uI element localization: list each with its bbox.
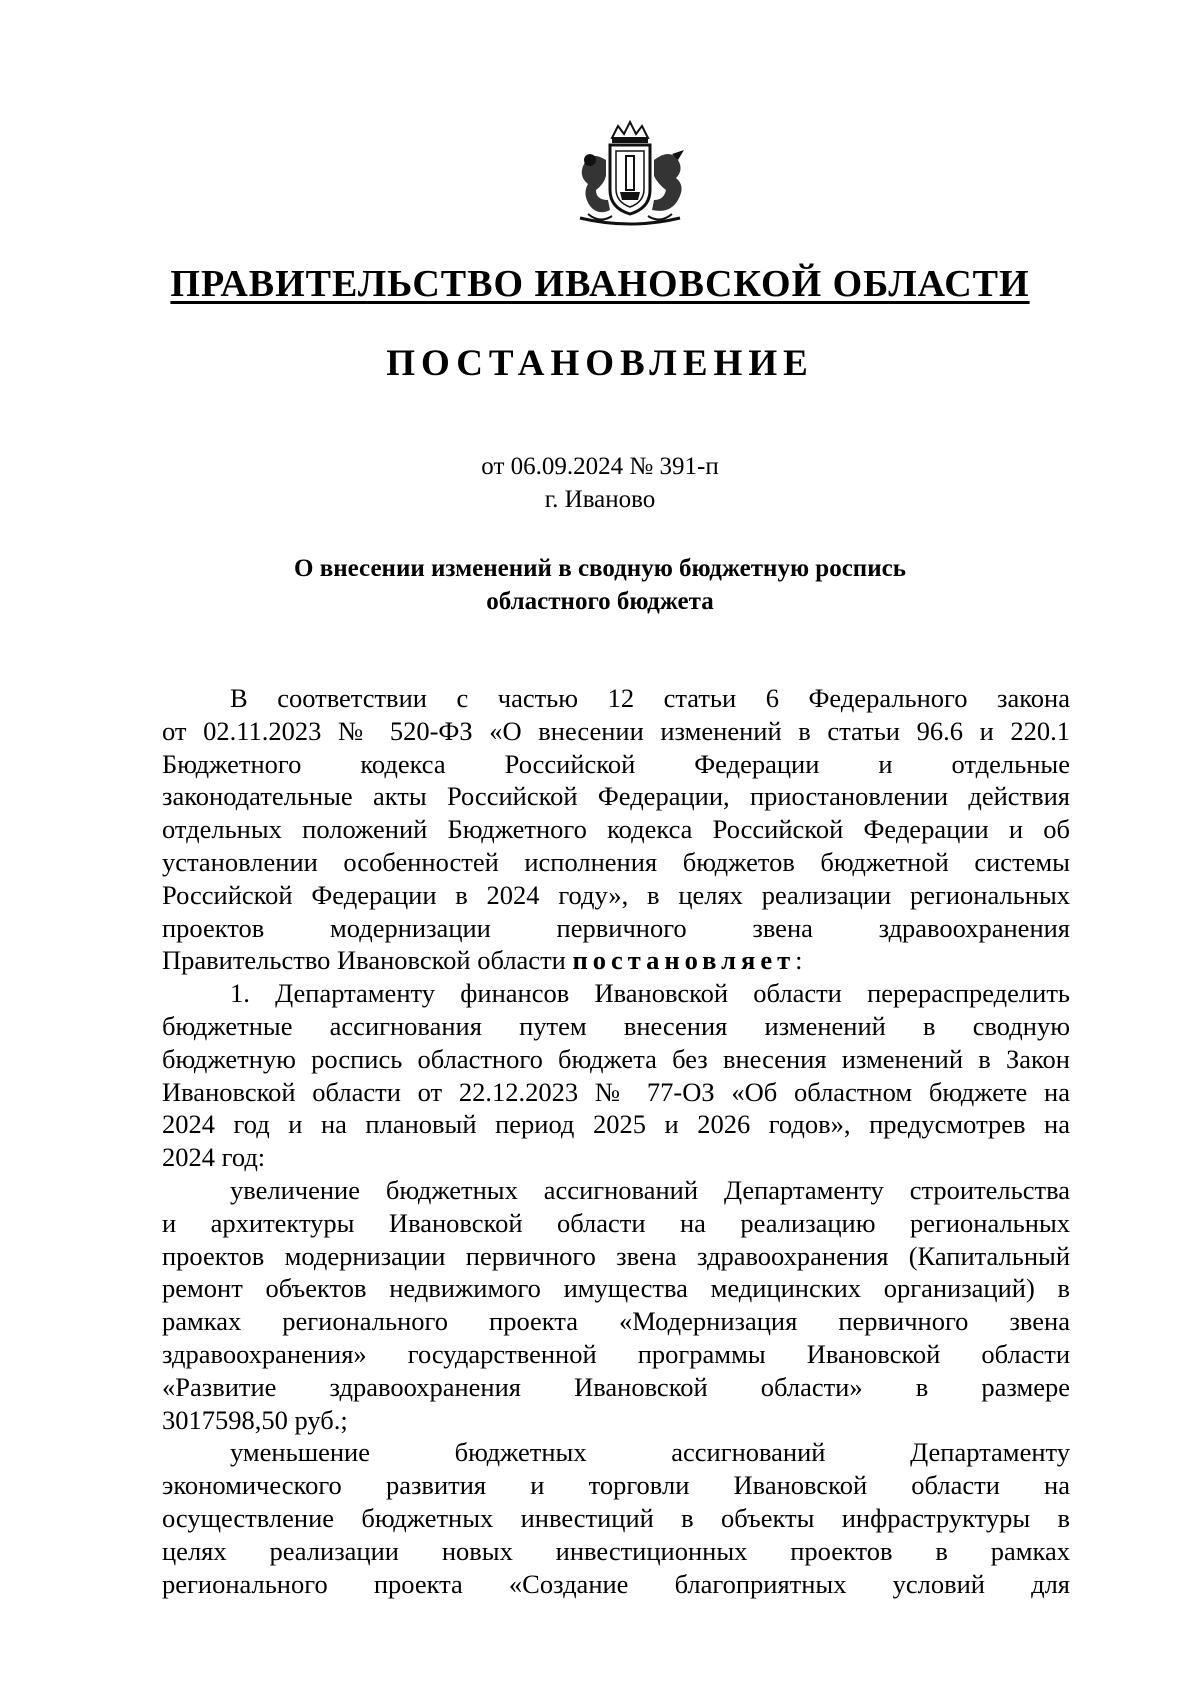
- date-number: от 06.09.2024 № 391-п: [481, 453, 719, 480]
- body-line-resolution: [162, 944, 1070, 977]
- body-line: 1. Департаменту финансов Ивановской области перераспределить: [230, 978, 1070, 1009]
- city: г. Иваново: [544, 486, 656, 513]
- body-line: от 02.11.2023 № 520-ФЗ «О внесении изменений в статьи 96.6 и 220.1: [162, 715, 1070, 746]
- document-meta: [150, 450, 1050, 516]
- resolution-prefix: Правительство Ивановской области: [162, 945, 573, 976]
- body-line: Бюджетного кодекса Российской Федерации и отдельные: [162, 748, 1070, 779]
- body-line: Ивановской области от 22.12.2023 № 77-ОЗ «Об областном бюджете на: [162, 1076, 1070, 1107]
- body-line: «Развитие здравоохранения Ивановской области» в размере: [162, 1371, 1070, 1402]
- body-line: целях реализации новых инвестиционных проектов в рамках: [162, 1535, 1070, 1566]
- document-type-heading: ПОСТАНОВЛЕНИЕ: [386, 343, 814, 384]
- body-line: уменьшение бюджетных ассигнований Департаменту: [230, 1437, 1070, 1468]
- body-line: бюджетные ассигнования путем внесения изменений в сводную: [162, 1010, 1070, 1041]
- body-line: и архитектуры Ивановской области на реализацию региональных: [162, 1207, 1070, 1238]
- body-line: ремонт объектов недвижимого имущества медицинских организаций) в: [162, 1273, 1070, 1304]
- body-line: законодательные акты Российской Федерации, приостановлении действия: [162, 781, 1070, 812]
- body-line: увеличение бюджетных ассигнований Департаменту строительства: [230, 1174, 1070, 1205]
- body-line: 2024 год:: [162, 1142, 266, 1173]
- body-line: 2024 год и на плановый период 2025 и 2026 годов», предусмотрев на: [162, 1109, 1070, 1140]
- subject-line-1: О внесении изменений в сводную бюджетную роспись: [294, 555, 906, 582]
- body-line: Российской Федерации в 2024 году», в целях реализации региональных: [162, 879, 1070, 910]
- body-line: бюджетную роспись областного бюджета без внесения изменений в Закон: [162, 1043, 1070, 1074]
- document-body: [162, 682, 1070, 1600]
- body-line: регионального проекта «Создание благоприятных условий для: [162, 1568, 1070, 1599]
- body-line: проектов модернизации первичного звена здравоохранения (Капитальный: [162, 1240, 1070, 1271]
- subject-line-2: областного бюджета: [486, 588, 714, 615]
- body-line: отдельных положений Бюджетного кодекса Российской Федерации и об: [162, 814, 1070, 845]
- body-line: 3017598,50 руб.;: [162, 1404, 348, 1435]
- resolution-word: постановляет: [572, 945, 796, 976]
- coat-of-arms-icon: [560, 120, 700, 230]
- body-line: экономического развития и торговли Ивановской области на: [162, 1470, 1070, 1501]
- body-line: установлении особенностей исполнения бюджетов бюджетной системы: [162, 846, 1070, 877]
- resolution-suffix: :: [795, 945, 803, 976]
- body-line: проектов модернизации первичного звена здравоохранения: [162, 912, 1070, 943]
- government-title: ПРАВИТЕЛЬСТВО ИВАНОВСКОЙ ОБЛАСТИ: [170, 263, 1030, 305]
- document-subject: [150, 552, 1050, 618]
- body-line: здравоохранения» государственной программы Ивановской области: [162, 1338, 1070, 1369]
- body-line: рамках регионального проекта «Модернизация первичного звена: [162, 1306, 1070, 1337]
- body-line: В соответствии с частью 12 статьи 6 Федерального закона: [230, 683, 1070, 713]
- body-line: осуществление бюджетных инвестиций в объекты инфраструктуры в: [162, 1502, 1070, 1533]
